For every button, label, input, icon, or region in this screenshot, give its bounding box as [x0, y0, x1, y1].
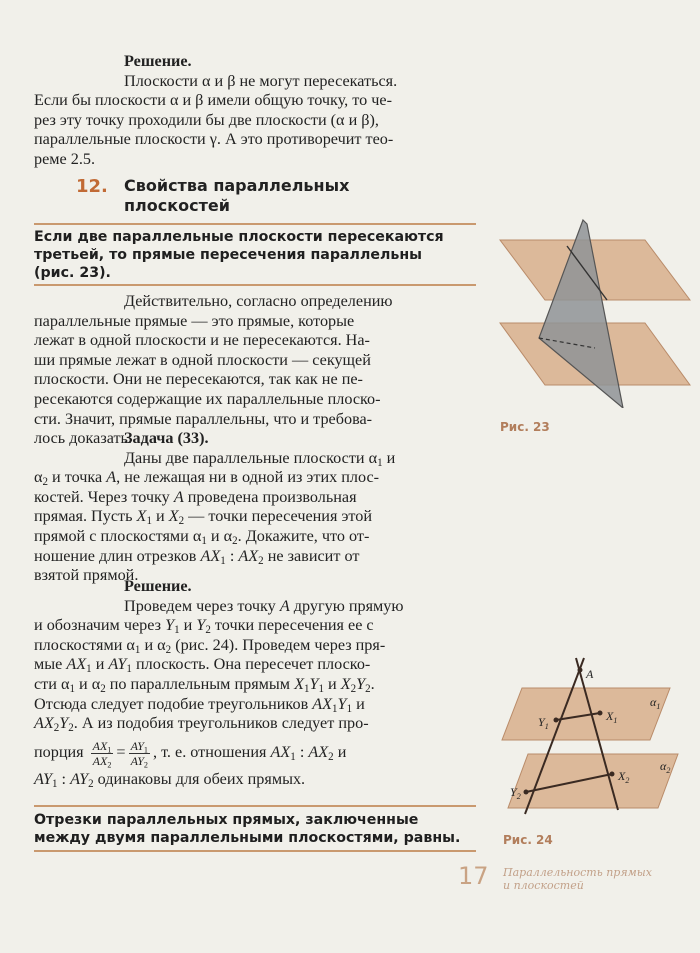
solution-block-1: [34, 52, 476, 170]
text: плоскость. Она пересечет плоско-: [131, 655, 371, 674]
math: Y: [196, 616, 206, 635]
text: и: [144, 635, 154, 654]
text: Даны две параллельные плоскости α: [124, 448, 378, 467]
text: и точка: [47, 468, 107, 487]
divider: [34, 284, 476, 286]
sub: 2: [178, 515, 185, 528]
text: прямой с плоскостями α: [34, 526, 202, 545]
text: =: [116, 742, 126, 761]
text: одинаковы для обеих прямых.: [93, 769, 306, 788]
text-line: параллельные прямые — это прямые, которые: [34, 311, 355, 330]
math: X: [294, 674, 304, 693]
math: AX: [92, 738, 108, 753]
theorem-line: (рис. 23).: [34, 265, 111, 281]
math: AX: [66, 655, 87, 674]
math: AX: [312, 694, 333, 713]
sub: 1: [69, 683, 75, 696]
sub: 1: [134, 643, 141, 656]
task-block: [34, 429, 476, 586]
footer-line: и плоскостей: [503, 879, 584, 892]
math: AX: [200, 546, 221, 565]
section-title-line: Свойства параллельных: [124, 176, 350, 195]
task-line: [34, 507, 476, 527]
text-line: Если бы плоскости α и β имели общую точку, то че-: [34, 91, 392, 110]
plane-alpha2: [508, 754, 678, 808]
fraction: [91, 739, 114, 768]
text: другую прямую: [289, 596, 404, 615]
point-label: A: [173, 487, 184, 506]
sub: 1: [52, 777, 58, 790]
text: сти α: [34, 674, 70, 693]
point-X2: [610, 772, 615, 777]
sub: 2: [53, 722, 60, 735]
sub: 1: [332, 702, 338, 715]
text: (рис. 24). Проведем через пря-: [171, 635, 386, 654]
sub: 1: [146, 515, 152, 528]
text: — точки пересечения этой: [184, 507, 373, 526]
solution-line: плоскостями $\alpha_1$ и $\alpha_2$ (рис. 24). Проведем через пря-: [34, 635, 386, 656]
sub: 1: [377, 456, 383, 469]
running-footer: [503, 866, 652, 892]
sub: 2: [258, 554, 264, 567]
math: AY: [130, 738, 144, 753]
text: и: [183, 616, 193, 635]
text: . Докажите, что от-: [237, 526, 370, 545]
text-line: ресекаются содержащие их параллельные плоско-: [34, 389, 381, 408]
sub: 1: [201, 535, 207, 548]
text-line: реме 2.5.: [34, 149, 96, 168]
sub: 2: [143, 759, 148, 769]
divider: [34, 223, 476, 225]
sub: 1: [303, 683, 310, 696]
section-title-line: плоскостей: [124, 196, 230, 215]
math: AX: [308, 742, 329, 761]
divider: [34, 850, 476, 852]
label-sub: 1: [613, 716, 618, 725]
text: и: [95, 655, 105, 674]
figure-caption: Рис. 23: [500, 420, 550, 434]
task-line: [34, 488, 476, 508]
point-Y2: [524, 790, 529, 795]
sub: 2: [365, 683, 371, 696]
text-line: плоскости. Они не пересекаются, так как не пе-: [34, 370, 363, 389]
text: Отсюда следует подобие треугольников: [34, 694, 313, 713]
text: мые: [34, 655, 67, 674]
text: и: [210, 526, 220, 545]
label-sub: 2: [516, 792, 521, 801]
text: по параллельным прямым: [105, 674, 295, 693]
label-sub: 2: [666, 766, 671, 775]
theorem-2: [34, 811, 476, 847]
sub: 1: [318, 683, 324, 696]
figure-24: [500, 656, 695, 816]
text: порция: [34, 742, 84, 761]
sub: 2: [88, 777, 94, 790]
point-label: A: [279, 596, 290, 615]
task-line: взятой прямой.: [34, 566, 139, 585]
proof-block: [34, 292, 476, 449]
text: не зависит от: [263, 546, 360, 565]
task-line: [34, 547, 476, 567]
text: и: [79, 674, 88, 693]
label-text: X: [618, 769, 626, 783]
point-A: [578, 668, 583, 673]
sub: 2: [328, 750, 334, 763]
text-line: параллельные плоскости γ. А это противоречит тео-: [34, 130, 394, 149]
text: и: [328, 674, 337, 693]
math: AX: [34, 714, 54, 733]
sub: 1: [220, 554, 226, 567]
solution-line: сти $\alpha_1$ и $\alpha_2$ по параллельным прямым $X_1Y_1$ и $X_2Y_2$.: [34, 674, 375, 696]
math: X: [168, 507, 179, 526]
solution-line: [34, 655, 476, 675]
math: X: [340, 674, 351, 693]
label-text: α: [650, 695, 657, 709]
solution-line: [34, 734, 476, 770]
task-line: прямой с плоскостями $\alpha_1$ и $\alpha_2$. Докажите, что от-: [34, 526, 370, 548]
theorem-line: между двумя параллельными плоскостями, равны.: [34, 830, 461, 846]
theorem-line: Отрезки параллельных прямых, заключенные: [34, 812, 419, 828]
solution-block-2: [34, 577, 476, 789]
label-A: A: [586, 667, 594, 681]
math: AX: [92, 753, 108, 768]
text-line: ши прямые лежат в одной плоскости — секущей: [34, 350, 371, 369]
math: AY: [70, 769, 89, 788]
sub: 2: [42, 476, 48, 489]
sub: 2: [205, 624, 211, 637]
sub: 2: [350, 683, 357, 696]
theorem-line: третьей, то прямые пересечения параллельны: [34, 247, 422, 263]
label-sub: 2: [625, 776, 630, 785]
solution-heading: Решение.: [124, 52, 192, 70]
theorem-line: Если две параллельные плоскости пересекаются: [34, 229, 444, 245]
math: Y: [165, 616, 175, 635]
text: и обозначим через: [34, 616, 166, 635]
sub: 1: [174, 624, 180, 637]
task-line: [34, 468, 476, 488]
text: и: [356, 694, 365, 713]
text: и: [337, 742, 347, 761]
text: и: [155, 507, 165, 526]
label-text: X: [606, 709, 614, 723]
sub: 1: [143, 744, 148, 754]
solution-line: [34, 770, 476, 790]
task-line: [34, 449, 476, 469]
label-text: Y: [510, 785, 517, 799]
text-line: рез эту точку проходили бы две плоскости (α и β),: [34, 110, 379, 129]
text: :: [229, 546, 235, 565]
text: α: [34, 468, 43, 487]
text: , т. е. отношения: [152, 742, 271, 761]
text: и: [386, 448, 396, 467]
sub: 1: [346, 702, 353, 715]
solution-line: $AX_2Y_2$. А из подобия треугольников следует про-: [34, 714, 369, 735]
divider: [34, 805, 476, 807]
math: AY: [108, 655, 127, 674]
text: проведена произвольная: [183, 487, 357, 506]
sub: 2: [68, 722, 74, 735]
text: костей. Через точку: [34, 487, 174, 506]
label-text: Y: [538, 715, 545, 729]
sub: 2: [165, 643, 172, 656]
fraction: [129, 739, 150, 768]
page-number: 17: [458, 862, 489, 890]
text: , не лежащая ни в одной из этих плос-: [116, 468, 380, 487]
text: точки пересечения ее с: [210, 616, 374, 635]
sub: 1: [126, 663, 132, 676]
task-heading: Задача (33).: [124, 429, 209, 447]
point-Y1: [554, 718, 559, 723]
figure-caption: Рис. 24: [503, 833, 553, 847]
text: прямая. Пусть: [34, 507, 137, 526]
solution-heading: Решение.: [124, 577, 192, 595]
label-text: α: [660, 759, 667, 773]
figure-23: [495, 218, 695, 408]
solution-line: [34, 597, 476, 617]
label-sub: 1: [656, 702, 661, 711]
solution-line: Отсюда следует подобие треугольников $AX_1Y_1$ и: [34, 694, 365, 715]
math: X: [136, 507, 147, 526]
sub: 1: [86, 663, 92, 676]
section-title: [124, 176, 349, 216]
section-number: 12.: [76, 176, 108, 197]
text: :: [61, 769, 67, 788]
sub: 2: [100, 683, 106, 696]
point-label: A: [106, 468, 117, 487]
text: . А из подобия треугольников следует про-: [73, 714, 369, 733]
text: :: [299, 742, 305, 761]
theorem-1: [34, 228, 476, 282]
math: AX: [270, 742, 291, 761]
footer-line: Параллельность прямых: [503, 866, 652, 879]
text: ношение длин отрезков: [34, 546, 201, 565]
math: AY: [130, 753, 144, 768]
text: плоскостями α: [34, 635, 135, 654]
solution-line: [34, 616, 476, 636]
label-sub: 1: [544, 722, 549, 731]
point-X1: [598, 711, 603, 716]
sub: 1: [107, 744, 112, 754]
text-line: лежат в одной плоскости и не пересекаются. На-: [34, 331, 370, 350]
sub: 2: [107, 759, 112, 769]
sub: 2: [232, 535, 238, 548]
text-line: Действительно, согласно определению: [124, 292, 393, 310]
text-line: лось доказать.: [34, 429, 132, 448]
text-line: Плоскости α и β не могут пересекаться.: [124, 71, 398, 90]
text-line: сти. Значит, прямые параллельны, что и требова-: [34, 409, 373, 428]
math: AX: [238, 546, 259, 565]
sub: 1: [290, 750, 296, 763]
text: Проведем через точку: [124, 596, 280, 615]
math: AY: [34, 769, 52, 788]
